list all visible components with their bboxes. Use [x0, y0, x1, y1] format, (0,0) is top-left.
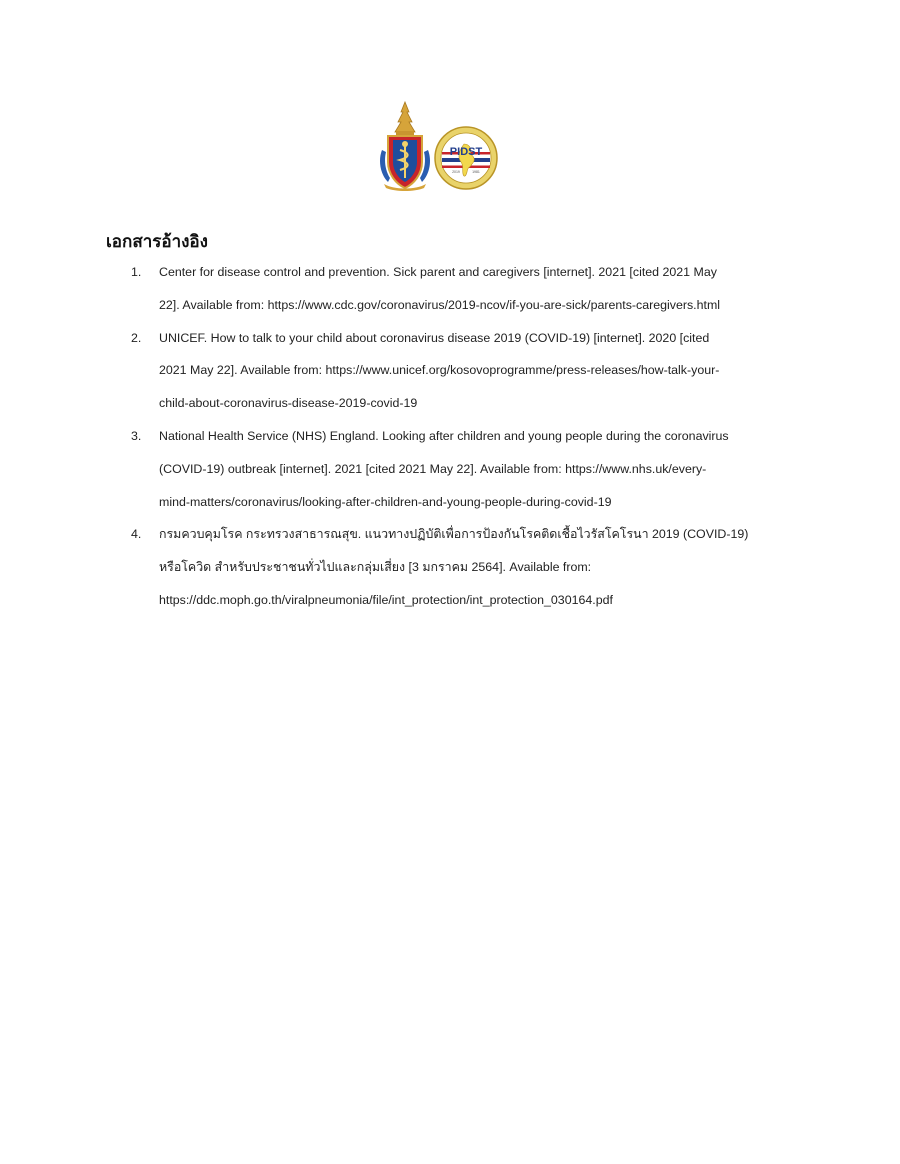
reference-number: 2. [131, 330, 142, 345]
logo-group [372, 100, 504, 192]
reference-text-line: กรมควบคุมโรค กระทรวงสาธารณสุข. แนวทางปฏิบัติเพื่อการป้องกันโรคติดเชื้อไวรัสโคโรนา 2019 (COVID-19) [159, 527, 749, 542]
reference-item [131, 322, 791, 420]
reference-text-line: https://ddc.moph.go.th/viralpneumonia/file/int_protection/int_protection_030164.pdf [159, 592, 613, 607]
institution-crest-logo [376, 100, 434, 192]
reference-text-line: 2021 May 22]. Available from: https://www.unicef.org/kosovoprogramme/press-releases/how-talk-your- [159, 363, 720, 378]
pidst-seal-year-left: 2019 [452, 170, 460, 174]
reference-number: 3. [131, 428, 142, 443]
reference-number: 1. [131, 265, 142, 279]
reference-text-line: 22]. Available from: https://www.cdc.gov/coronavirus/2019-ncov/if-you-are-sick/parents-caregivers.html [159, 297, 721, 312]
reference-item [131, 518, 791, 616]
reference-text-line: child-about-coronavirus-disease-2019-covid-19 [159, 396, 418, 411]
reference-text-line: National Health Service (NHS) England. Looking after children and young people during the coronavirus [159, 428, 729, 443]
pidst-seal-year-right: 1981 [472, 170, 480, 174]
reference-text-line: หรือโควิด สำหรับประชาชนทั่วไปและกลุ่มเสี่ยง [3 มกราคม 2564]. Available from: [159, 560, 592, 575]
pidst-seal-text: PIDST [449, 146, 483, 158]
reference-text-line: (COVID-19) outbreak [internet]. 2021 [cited 2021 May 22]. Available from: https://www.nhs.uk/every- [159, 461, 707, 476]
reference-text-line: Center for disease control and prevention. Sick parent and caregivers [internet]. 2021 [cited 2021 May [159, 265, 717, 279]
pidst-seal-logo [434, 126, 498, 190]
reference-item [131, 256, 791, 322]
reference-text-line: mind-matters/coronavirus/looking-after-children-and-young-people-during-covid-19 [159, 494, 612, 509]
reference-number: 4. [131, 527, 142, 542]
reference-list [131, 256, 791, 617]
reference-text-line: UNICEF. How to talk to your child about coronavirus disease 2019 (COVID-19) [internet]. 2020 [cited [159, 330, 710, 345]
references-heading: เอกสารอ้างอิง [106, 232, 208, 252]
reference-item [131, 420, 791, 518]
